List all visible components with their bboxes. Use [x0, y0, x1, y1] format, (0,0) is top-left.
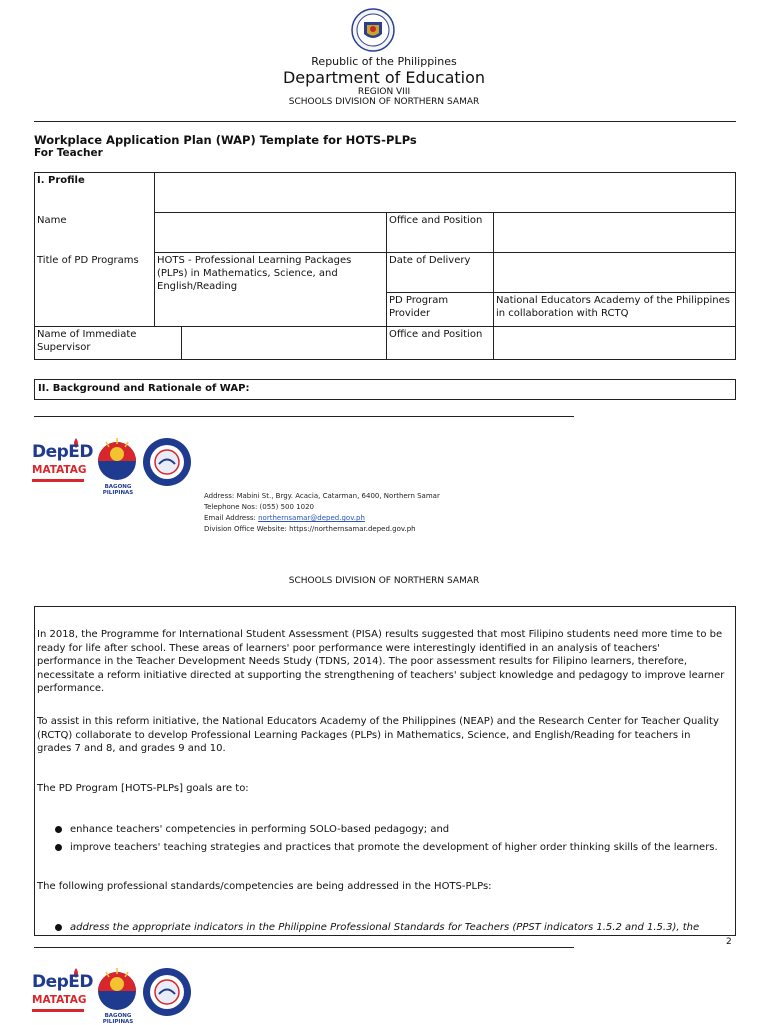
background-box [34, 379, 736, 400]
name-label: Name [37, 215, 67, 226]
bagong-pilipinas-logo [94, 434, 140, 496]
deped-matatag-logo-2 [32, 966, 94, 1018]
supervisor-label: Name of Immediate Supervisor [37, 329, 137, 353]
bullet-icon [55, 826, 62, 833]
page-number: 2 [726, 937, 732, 947]
document-subtitle: For Teacher [34, 147, 103, 159]
page2-division-header: SCHOOLS DIVISION OF NORTHERN SAMAR [288, 576, 480, 586]
deped-seal-icon [351, 8, 395, 52]
standard-text: address the appropriate indicators in the Philippine Professional Standards for Teachers (PPST indicators 1.5.2 and 1.5.3), the [70, 922, 700, 933]
bagong-pilipinas-logo-2 [94, 964, 140, 1025]
division-seal-icon [142, 437, 192, 487]
para1-line: performance in the Teacher Development Needs Study (TDNS, 2014). The poor assessment results for Filipino learners, therefore, [37, 656, 688, 667]
para2-line: (RCTQ) collaborate to develop Professional Learning Packages (PLPs) in Mathematics, Science, and English/Reading for teachers in [37, 729, 691, 741]
email-line [204, 513, 564, 524]
matatag-logo-text: MATATAG [32, 464, 87, 476]
header-rule [34, 121, 736, 122]
para1-line: performance. [37, 683, 105, 694]
header-republic: Republic of the Philippines [311, 55, 457, 68]
goal-text: improve teachers' teaching strategies and practices that promote the development of higher order thinking skills of the learners. [70, 842, 718, 853]
date-delivery-field[interactable] [493, 253, 736, 291]
bullet-icon [55, 844, 62, 851]
email-label: Email Address: [204, 514, 259, 522]
office-position-label: Office and Position [389, 215, 483, 226]
footer-rule-2 [34, 947, 574, 948]
background-label: II. Background and Rationale of WAP: [38, 383, 250, 394]
matatag-logo-text: MATATAG [32, 994, 87, 1006]
supervisor-office-field[interactable] [493, 327, 736, 359]
header-division: SCHOOLS DIVISION OF NORTHERN SAMAR [288, 97, 480, 107]
deped-logo-text: DepED [32, 972, 94, 992]
contact-block [204, 491, 564, 535]
document-title: Workplace Application Plan (WAP) Template for HOTS-PLPs [34, 133, 417, 147]
office-position-field[interactable] [493, 213, 736, 251]
email-link[interactable]: northernsamar@deped.gov.ph [258, 514, 365, 522]
para1-line: ready for life after school. These areas of learners' poor performance were interestingly identified in an analysis of teachers' [37, 642, 660, 654]
header-department: Department of Education [282, 68, 486, 87]
division-seal-icon-2 [142, 967, 192, 1017]
pd-title-label: Title of PD Programs [37, 255, 139, 266]
footer-rule [34, 416, 574, 417]
bullet-icon [55, 924, 62, 931]
supervisor-field[interactable] [181, 327, 386, 359]
profile-section-label: I. Profile [37, 175, 85, 186]
deped-matatag-logo [32, 436, 94, 488]
bagong-pilipinas-label: BAGONG PILIPINAS [102, 1013, 134, 1025]
para1-line: necessitate a reform initiative directed at supporting the strengthening of teachers' subject knowledge and pedagogy to improve learner [37, 669, 725, 681]
header-region: REGION VIII [357, 87, 411, 97]
address-text: Address: Mabini St., Brgy. Acacia, Catarman, 6400, Northern Samar [204, 492, 440, 500]
website-text: Division Office Website: https://northernsamar.deped.gov.ph [204, 525, 416, 533]
pd-title-value: HOTS - Professional Learning Packages (PLPs) in Mathematics, Science, and English/Reading [157, 255, 352, 292]
para2-line: grades 7 and 8, and grades 9 and 10. [37, 743, 226, 754]
office-position-label-2: Office and Position [389, 329, 483, 340]
para2-line: To assist in this reform initiative, the National Educators Academy of the Philippines (NEAP) and the Research Center for Teacher Quality [37, 716, 719, 727]
provider-label: PD Program Provider [389, 295, 449, 319]
deped-logo-text: DepED [32, 442, 94, 462]
standards-intro: The following professional standards/competencies are being addressed in the HOTS-PLPs: [37, 881, 492, 892]
paragraph-reform [37, 715, 729, 756]
goal-text: enhance teachers' competencies in performing SOLO-based pedagogy; and [70, 824, 450, 835]
goals-intro: The PD Program [HOTS-PLPs] goals are to: [37, 783, 249, 794]
para1-line: In 2018, the Programme for International Student Assessment (PISA) results suggested that most Filipino students need more time to be [37, 629, 723, 640]
paragraph-pisa [37, 628, 729, 696]
provider-value: National Educators Academy of the Philippines in collaboration with RCTQ [496, 295, 730, 319]
bagong-pilipinas-label: BAGONG PILIPINAS [102, 484, 134, 496]
phone-text: Telephone Nos: (055) 500 1020 [204, 503, 314, 511]
name-field[interactable] [154, 213, 386, 251]
date-delivery-label: Date of Delivery [389, 255, 471, 266]
